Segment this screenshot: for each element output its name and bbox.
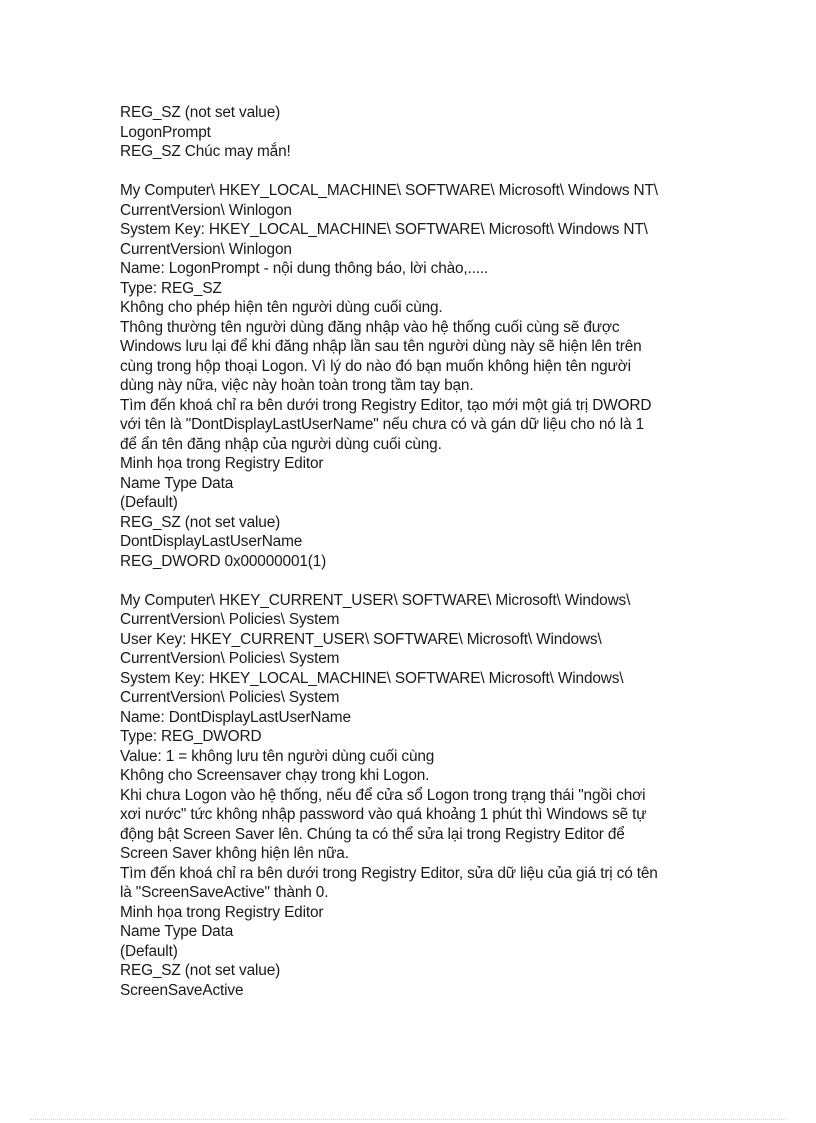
text-line: My Computer\ HKEY_LOCAL_MACHINE\ SOFTWARE\ Microsoft\ Windows NT\ — [120, 182, 658, 199]
text-line: REG_SZ (not set value) — [120, 962, 281, 979]
text-line: ScreenSaveActive — [120, 981, 244, 999]
text-line: Tìm đến khoá chỉ ra bên dưới trong Registry Editor, sửa dữ liệu của giá trị có tên — [120, 864, 658, 882]
text-line: Minh họa trong Registry Editor — [120, 903, 324, 921]
text-line: Minh họa trong Registry Editor — [120, 455, 324, 472]
text-line: LogonPrompt — [120, 123, 211, 141]
text-line: xơi nước" tức không nhập password vào quá khoảng 1 phút thì Windows sẽ tự — [120, 806, 647, 823]
text-line: DontDisplayLastUserName — [120, 533, 303, 550]
text-line: Name: DontDisplayLastUserName — [120, 708, 351, 726]
text-line: CurrentVersion\ Policies\ System — [120, 611, 340, 628]
text-line: Name Type Data — [120, 923, 234, 940]
text-line: Type: REG_DWORD — [120, 728, 262, 745]
text-line: Không cho phép hiện tên người dùng cuối cùng. — [120, 299, 443, 316]
text-line: Value: 1 = không lưu tên người dùng cuối cùng — [120, 747, 435, 765]
text-line: Type: REG_SZ — [120, 279, 222, 297]
text-line: cùng trong hộp thoại Logon. Vì lý do nào đó bạn muốn không hiện tên người — [120, 357, 631, 375]
text-line: Không cho Screensaver chạy trong khi Logon. — [120, 767, 430, 784]
paragraph-spacer — [120, 162, 720, 182]
text-line: System Key: HKEY_LOCAL_MACHINE\ SOFTWARE\ Microsoft\ Windows NT\ — [120, 221, 648, 238]
text-line: REG_SZ (not set value) — [120, 104, 281, 121]
text-line: Khi chưa Logon vào hệ thống, nếu để cửa sổ Logon trong trạng thái "ngồi chơi — [120, 786, 646, 804]
text-line: REG_DWORD 0x00000001(1) — [120, 552, 327, 570]
text-line: Tìm đến khoá chỉ ra bên dưới trong Registry Editor, tạo mới một giá trị DWORD — [120, 396, 652, 414]
text-line: là "ScreenSaveActive" thành 0. — [120, 884, 329, 901]
text-line: User Key: HKEY_CURRENT_USER\ SOFTWARE\ Microsoft\ Windows\ — [120, 630, 602, 648]
text-line: CurrentVersion\ Policies\ System — [120, 689, 340, 706]
text-line: My Computer\ HKEY_CURRENT_USER\ SOFTWARE\ Microsoft\ Windows\ — [120, 591, 631, 609]
text-line: dùng này nữa, việc này hoàn toàn trong tầm tay bạn. — [120, 377, 474, 394]
text-line: Name: LogonPrompt - nội dung thông báo, lời chào,..... — [120, 260, 489, 277]
text-line: CurrentVersion\ Winlogon — [120, 201, 292, 219]
text-line: (Default) — [120, 942, 178, 960]
text-line: System Key: HKEY_LOCAL_MACHINE\ SOFTWARE\ Microsoft\ Windows\ — [120, 669, 624, 687]
text-line: Windows lưu lại để khi đăng nhập lần sau tên người dùng này sẽ hiện lên trên — [120, 338, 642, 355]
text-line: (Default) — [120, 494, 178, 511]
text-line: CurrentVersion\ Winlogon — [120, 240, 292, 258]
paragraph-spacer — [120, 571, 720, 591]
text-line: Name Type Data — [120, 474, 234, 492]
text-line: để ẩn tên đăng nhập của người dùng cuối cùng. — [120, 435, 442, 453]
text-line: động bật Screen Saver lên. Chúng ta có thể sửa lại trong Registry Editor để — [120, 825, 625, 843]
text-line: REG_SZ Chúc may mắn! — [120, 143, 291, 160]
text-line: REG_SZ (not set value) — [120, 513, 281, 531]
document-body — [120, 103, 720, 1000]
text-line: Screen Saver không hiện lên nữa. — [120, 845, 349, 862]
text-line: Thông thường tên người dùng đăng nhập vào hệ thống cuối cùng sẽ được — [120, 318, 620, 336]
text-line: với tên là "DontDisplayLastUserName" nếu chưa có và gán dữ liệu cho nó là 1 — [120, 416, 645, 433]
text-line: CurrentVersion\ Policies\ System — [120, 650, 340, 667]
page-bottom-divider — [30, 1119, 786, 1120]
